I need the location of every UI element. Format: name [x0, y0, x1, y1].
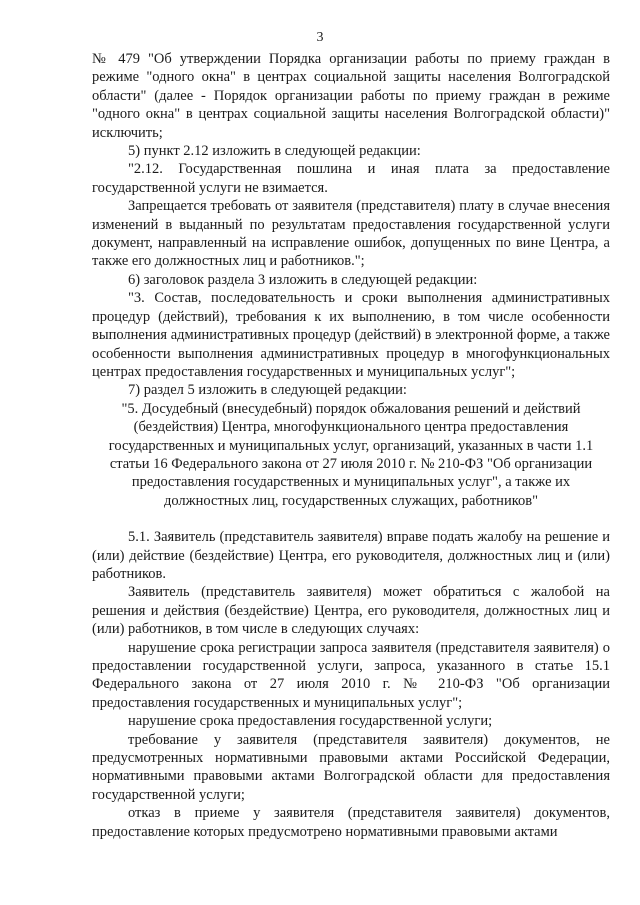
paragraph: нарушение срока регистрации запроса заявителя (представителя заявителя) о предоставлении государственной услуги, запроса, указанного в статье 15.1 Федерального закона от 27 июля 2010 г. № 210-ФЗ "Об организации предоставления государственных и муниципальных услуг";: [92, 639, 610, 711]
paragraph: Заявитель (представитель заявителя) может обратиться с жалобой на решения и действия (бездействие) Центра, его руководителя, должностных лиц и (или) работников, в том числе в следующих случаях:: [92, 584, 610, 638]
paragraph: "3. Состав, последовательность и сроки выполнения административных процедур (действий), требования к их выполнению, в том числе особенности выполнения административных процедур (действий) в электронной форме, а также особенности выполнения административных процедур в многофункциональных центрах предоставления государственных и муниципальных услуг";: [92, 290, 610, 380]
paragraph: нарушение срока предоставления государственной услуги;: [128, 713, 493, 730]
paragraph: 5) пункт 2.12 изложить в следующей редакции:: [128, 143, 421, 160]
page-number: 3: [316, 30, 324, 45]
paragraph: "2.12. Государственная пошлина и иная плата за предоставление государственной услуги не взимается.: [92, 161, 610, 196]
paragraph: Запрещается требовать от заявителя (представителя) плату в случае внесения изменений в выданный по результатам предоставления государственной услуги документ, направленный на исправление ошибок, допущенных по вине Центра, а также его должностных лиц и работников.";: [92, 198, 610, 270]
document-body: [92, 50, 610, 841]
paragraph: № 479 "Об утверждении Порядка организации работы по приему граждан в режиме "одного окна" в центрах социальной защиты населения Волгоградской области" (далее - Порядок организации работы по приему граждан в режиме "одного окна" в центрах социальной защиты населения Волгоградской области)" исключить;: [92, 51, 610, 141]
paragraph: 6) заголовок раздела 3 изложить в следующей редакции:: [128, 271, 478, 288]
paragraph: 5.1. Заявитель (представитель заявителя) вправе подать жалобу на решение и (или) действие (бездействие) Центра, его руководителя, должностных лиц и (или) работников.: [92, 529, 610, 582]
paragraph: 7) раздел 5 изложить в следующей редакции:: [128, 382, 407, 399]
section-heading: "5. Досудебный (внесудебный) порядок обжалования решений и действий (бездействия) Центра, многофункционального центра предоставления государственных и муниципальных услуг, организаций, указанных в части 1.1 статьи 16 Федерального закона от 27 июля 2010 г. № 210-ФЗ "Об организации предоставления государственных и муниципальных услуг", а также их должностных лиц, государственных служащих, работников": [108, 400, 594, 509]
paragraph: требование у заявителя (представителя заявителя) документов, не предусмотренных нормативными правовыми актами Российской Федерации, нормативными правовыми актами Волгоградской области для предоставления государственной услуги;: [92, 731, 610, 803]
paragraph: отказ в приеме у заявителя (представителя заявителя) документов, предоставление которых предусмотрено нормативными правовыми актами: [92, 805, 610, 840]
